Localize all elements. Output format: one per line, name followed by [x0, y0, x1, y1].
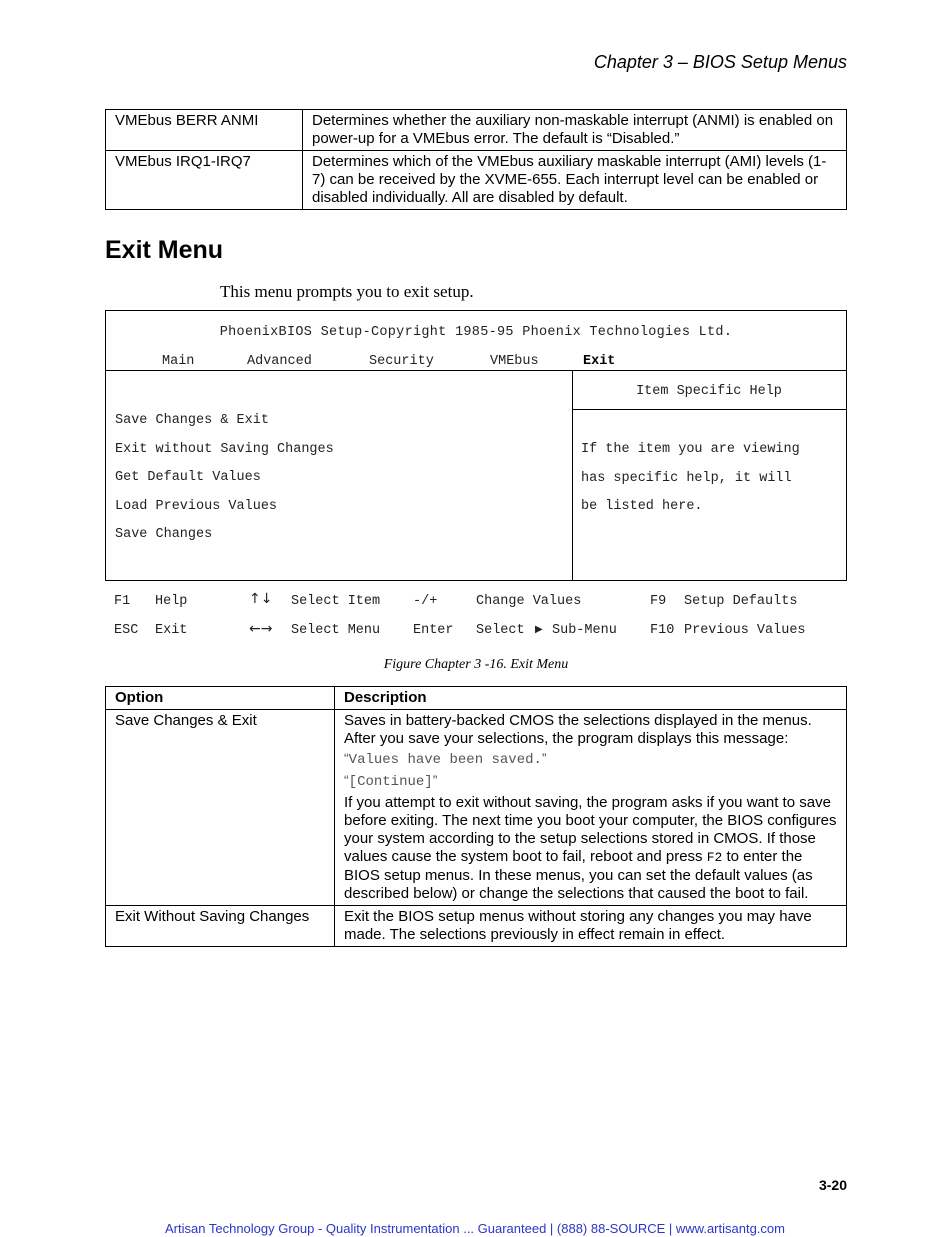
column-header-description: Description: [335, 687, 847, 710]
key-action: Sub-Menu: [552, 623, 617, 638]
menu-item-get-default-values[interactable]: Get Default Values: [115, 470, 261, 485]
footer-link[interactable]: Artisan Technology Group - Quality Instrumentation ... Guaranteed | (888) 88-SOURCE | www.artisantg.com: [165, 1221, 785, 1236]
key-f10: F10: [650, 623, 675, 638]
up-down-arrows-icon: ↑↓: [249, 591, 273, 607]
help-line: be listed here.: [581, 499, 703, 514]
description-text: Saves in battery-backed CMOS the selections displayed in the menus. After you save your selections, the program displays this message:: [344, 712, 812, 747]
help-line: If the item you are viewing: [581, 442, 800, 457]
menu-item-save-changes[interactable]: Save Changes: [115, 527, 213, 542]
option-name: Save Changes & Exit: [106, 710, 335, 906]
option-description: Exit the BIOS setup menus without storing any changes you may have made. The selections previously in effect remain in effect.: [335, 906, 847, 947]
figure-caption: Figure Chapter 3 -16. Exit Menu: [383, 657, 569, 672]
table-row: [106, 710, 847, 906]
message-line: “[Continue]”: [344, 772, 438, 790]
bios-title: PhoenixBIOS Setup-Copyright 1985-95 Phoenix Technologies Ltd.: [219, 325, 733, 340]
key-f1: F1: [114, 594, 131, 609]
parameter-name: VMEbus IRQ1-IRQ7: [106, 151, 303, 210]
menu-item-load-previous-values[interactable]: Load Previous Values: [115, 498, 278, 514]
table-row: [106, 906, 847, 947]
table-row: [106, 151, 847, 210]
column-header-option: Option: [106, 687, 335, 710]
parameter-table: [105, 109, 847, 210]
key-action: Select Menu: [291, 623, 381, 638]
key-action: Select: [476, 623, 525, 638]
help-line: has specific help, it will: [581, 470, 792, 486]
options-table: [105, 686, 847, 947]
message-text: Values have been saved.: [348, 752, 542, 768]
table-row: [106, 110, 847, 151]
page-number: 3-20: [818, 1177, 847, 1193]
bios-screen: [105, 310, 847, 581]
left-right-arrows-icon: ←→: [249, 621, 273, 637]
key-f9: F9: [650, 594, 667, 609]
tab-exit[interactable]: Exit: [583, 354, 616, 369]
chapter-header: Chapter 3 – BIOS Setup Menus: [593, 52, 847, 72]
tab-main[interactable]: Main: [162, 354, 195, 369]
key-action: Exit: [155, 623, 188, 638]
key-esc: ESC: [114, 623, 139, 638]
message-text: [Continue]: [348, 774, 433, 790]
section-title: Exit Menu: [105, 236, 224, 264]
tab-security[interactable]: Security: [369, 354, 434, 369]
key-enter: Enter: [413, 623, 454, 638]
message-line: “Values have been saved.”: [344, 750, 547, 768]
description-text: [344, 794, 837, 903]
divider: [572, 370, 573, 580]
parameter-description: Determines which of the VMEbus auxiliary maskable interrupt (AMI) levels (1-7) can be received by the XVME-655. Each interrupt level can be enabled or disabled individually. All are disabled by default.: [303, 151, 847, 210]
description-part: to enter the BIOS setup menus. In these menus, you can set the default values (as described below) or change the selections that caused the boot to fail.: [344, 848, 813, 902]
table-header-row: [106, 687, 847, 710]
help-panel-title: Item Specific Help: [636, 384, 782, 399]
key-f2: F2: [706, 850, 723, 865]
key-action: Setup Defaults: [684, 594, 798, 609]
option-description: [335, 710, 847, 906]
key-legend: [105, 591, 847, 642]
parameter-description: Determines whether the auxiliary non-maskable interrupt (ANMI) is enabled on power-up for a VMEbus error. The default is “Disabled.”: [303, 110, 847, 151]
footer: [0, 1221, 950, 1236]
option-name: Exit Without Saving Changes: [106, 906, 335, 947]
divider: [572, 409, 846, 410]
key-action: Select Item: [291, 594, 381, 609]
tab-vmebus[interactable]: VMEbus: [490, 354, 539, 369]
tab-advanced[interactable]: Advanced: [247, 354, 312, 369]
bios-menu-list: [115, 413, 334, 556]
key-plus-minus: -/+: [413, 594, 438, 609]
divider: [106, 370, 846, 371]
menu-item-exit-without-saving[interactable]: Exit without Saving Changes: [115, 441, 334, 457]
section-intro: This menu prompts you to exit setup.: [220, 282, 474, 301]
help-panel-text: [581, 442, 800, 528]
description-part: If you attempt to exit without saving, the program asks if you want to save before exiting. The next time you boot your computer, the BIOS configures your system according to the setup selections stored in CMOS. If those values cause the system boot to fail, reboot and press: [344, 794, 837, 865]
key-action: Previous Values: [684, 623, 806, 638]
parameter-name: VMEbus BERR ANMI: [106, 110, 303, 151]
key-action: Change Values: [476, 594, 582, 609]
menu-item-save-changes-exit[interactable]: Save Changes & Exit: [115, 413, 269, 428]
key-action: Help: [155, 594, 188, 609]
triangle-right-icon: ▶: [535, 624, 543, 635]
